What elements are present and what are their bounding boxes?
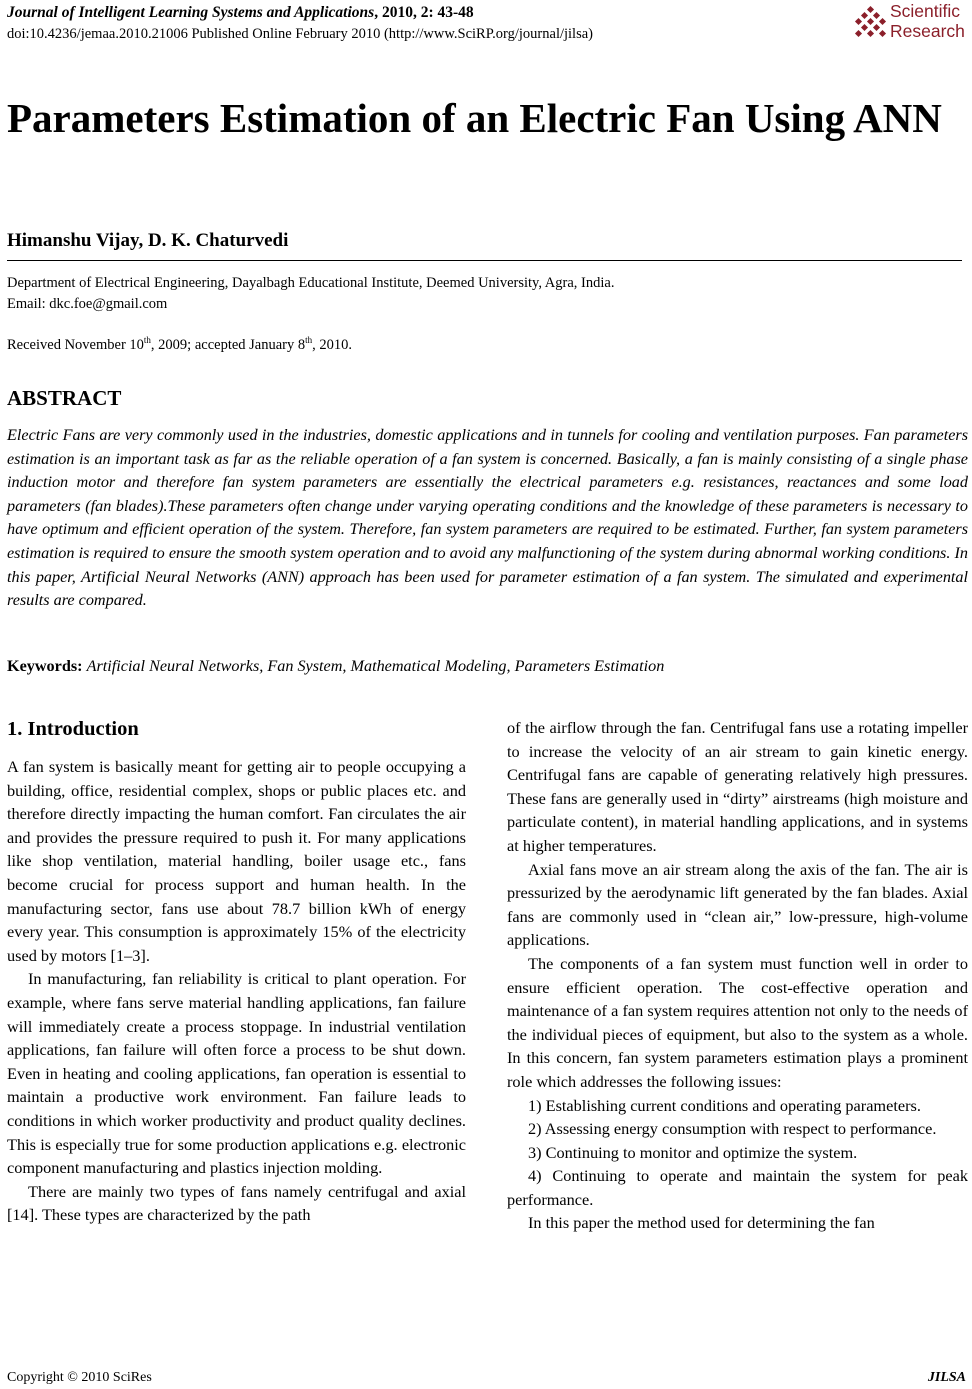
received-dates [7, 335, 352, 355]
logo-line1: Scientific [890, 1, 961, 21]
left-column [7, 755, 466, 1227]
keywords-label: Keywords [7, 657, 78, 675]
journal-citation [7, 3, 474, 23]
received-text: Received November 10 [7, 337, 144, 353]
footer-journal: JILSA [927, 1370, 966, 1385]
paragraph: The components of a fan system must function well in order to ensure efficient operation. The cost-effective operation and maintenance of a fan system requires attention not only to the needs of the individual pieces of equipment, but also to the system as a whole. In this concern, fan system parameters estimation plays a prominent role which addresses the following issues: [507, 953, 968, 1091]
paragraph: There are mainly two types of fans namely centrifugal and axial [14]. These types are characterized by the path [7, 1181, 466, 1225]
list-item: 2) Assessing energy consumption with respect to performance. [528, 1119, 937, 1139]
accepted-text: , 2009; accepted January 8 [150, 337, 306, 353]
list-item: 1) Establishing current conditions and operating parameters. [528, 1095, 921, 1115]
right-column [507, 716, 968, 1235]
logo-text [890, 1, 965, 41]
logo-line2: Research [890, 21, 965, 41]
logo-mark-icon [852, 3, 888, 43]
paragraph: A fan system is basically meant for getting air to people occupying a building, office, residential complex, shops or public places etc. and therefore directly impacting the human comfort. Fan circulates the air and provides the pressure required to push it. For many applications like shop ventilation, material handling, boiler usage etc., fans become crucial for process support and human health. In the manufacturing sector, fans use about 78.7 billion kWh of energy every year. This consumption is approximately 15% of the electricity used by motors [1–3]. [7, 757, 466, 965]
paragraph: of the airflow through the fan. Centrifugal fans use a rotating impeller to increase the velocity of an air stream to gain kinetic energy. Centrifugal fans are capable of generating relatively high pressures. These fans are generally used in “dirty” airstreams (high moisture and particulate content), in material handling applications, and in systems at higher temperatures. [507, 718, 968, 855]
accepted-sup: th [305, 335, 313, 346]
paper-title: Parameters Estimation of an Electric Fan Using ANN [7, 95, 942, 141]
paragraph: Axial fans move an air stream along the axis of the fan. The air is pressurized by the aerodynamic lift generated by the fan blades. Axial fans are commonly used in “clean air,” low-pressure, high-volume applications. [507, 859, 968, 950]
publisher-logo [852, 1, 970, 45]
divider [7, 260, 962, 261]
keywords-sep: : [77, 657, 87, 675]
year-text: , 2010. [312, 337, 353, 353]
footer-copyright: Copyright © 2010 SciRes [7, 1370, 152, 1385]
doi-line: doi:10.4236/jemaa.2010.21006 Published Online February 2010 (http://www.SciRP.org/journal/jilsa) [7, 26, 593, 42]
paragraph: In manufacturing, fan reliability is critical to plant operation. For example, where fans serve material handling applications, fan failure will immediately create a process stoppage. In industrial ventilation applications, fan failure will often force a process to be shut down. Even in heating and cooling applications, fan operation is essential to maintain a productive work environment. Fan failure leads to conditions in which worker productivity and product quality declines. This is especially true for some production applications e.g. electronic component manufacturing and plastics injection molding. [7, 969, 466, 1178]
journal-name: Journal of Intelligent Learning Systems and Applications [7, 4, 375, 21]
paragraph: In this paper the method used for determining the fan [528, 1213, 875, 1233]
journal-volume: , 2010, 2: 43-48 [374, 4, 474, 21]
section-heading: 1. Introduction [7, 718, 139, 740]
authors: Himanshu Vijay, D. K. Chaturvedi [7, 230, 289, 251]
keywords-text: Artificial Neural Networks, Fan System, Mathematical Modeling, Parameters Estimation [86, 657, 665, 675]
abstract-heading: ABSTRACT [7, 386, 122, 410]
affiliation: Department of Electrical Engineering, Dayalbagh Educational Institute, Deemed University, Agra, India. [7, 275, 615, 291]
list-item: 3) Continuing to monitor and optimize the system. [528, 1142, 858, 1162]
list-item: 4) Continuing to operate and maintain the system for peak performance. [507, 1166, 968, 1209]
abstract-text: Electric Fans are very commonly used in the industries, domestic applications and in tunnels for cooling and ventilation purposes. Fan parameters estimation is an important task as far as the reliable operation of a fan system is concerned. Basically, a fan is mainly consisting of a single phase induction motor and therefore fan system parameters are essentially the electrical parameters e.g. resistances, reactances and some load parameters (fan blades).These parameters often change under varying operating conditions and the knowledge of these parameters is necessary to have optimum and efficient operation of the system. Therefore, fan system parameters are required to be estimated. Further, fan system parameters estimation is required to ensure the smooth system operation and to avoid any malfunctioning of the system during abnormal working conditions. In this paper, Artificial Neural Networks (ANN) approach has been used for parameter estimation of a fan system. The simulated and experimental results are compared. [7, 426, 968, 610]
email: Email: dkc.foe@gmail.com [7, 296, 168, 312]
received-sup: th [143, 335, 151, 346]
keywords [7, 655, 664, 677]
